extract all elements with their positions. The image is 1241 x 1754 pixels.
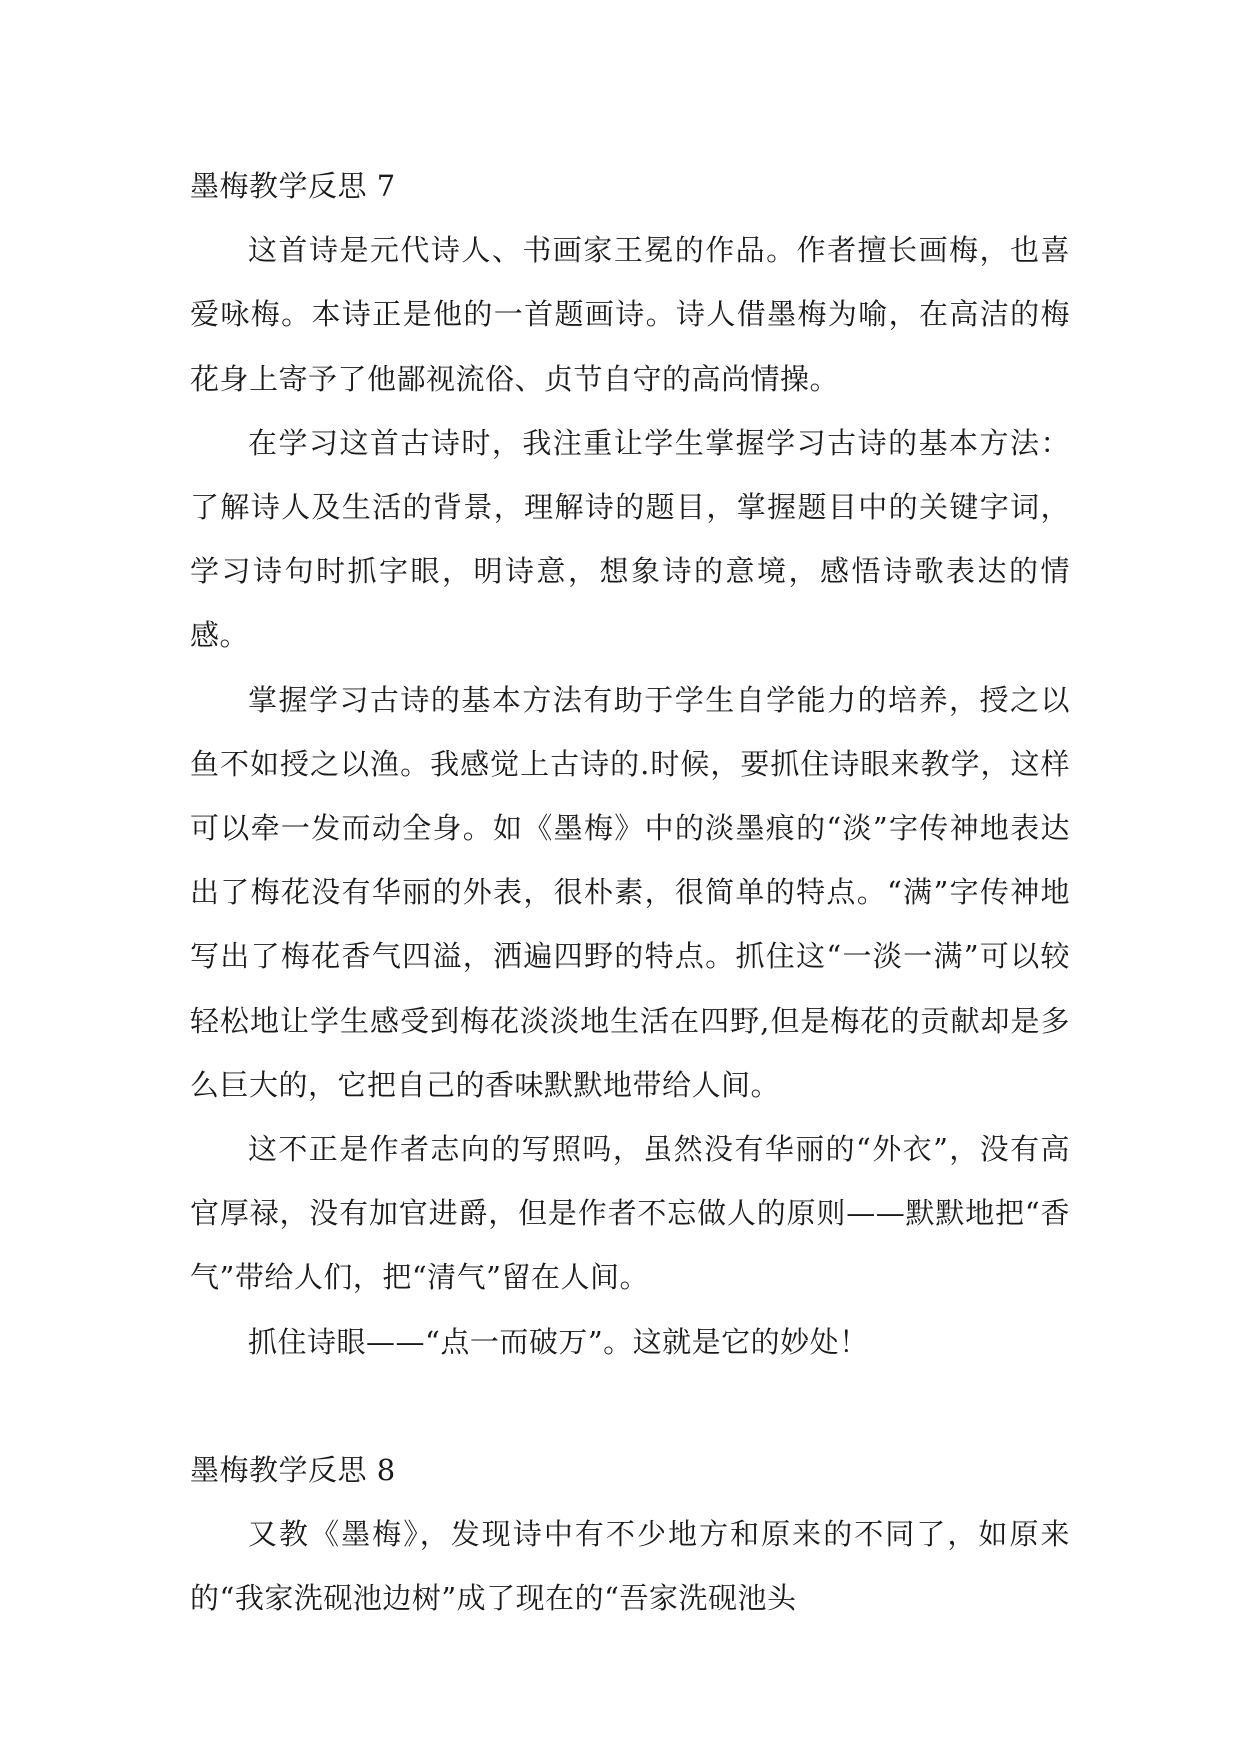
section-heading: 墨梅教学反思 7 xyxy=(190,169,396,203)
section-heading: 墨梅教学反思 8 xyxy=(190,1453,396,1488)
document-body xyxy=(190,154,1070,1631)
section-reflection-7 xyxy=(190,154,1070,1374)
paragraph: 这不正是作者志向的写照吗，虽然没有华丽的“外衣”，没有高官厚禄，没有加官进爵，但是作者不忘做人的原则——默默地把“香气”带给人们，把“清气”留在人间。 xyxy=(190,1132,1070,1295)
paragraph: 掌握学习古诗的基本方法有助于学生自学能力的培养，授之以鱼不如授之以渔。我感觉上古诗的.时候，要抓住诗眼来教学，这样可以牵一发而动全身。如《墨梅》中的淡墨痕的“淡”字传神地表达出了梅花没有华丽的外表，很朴素，很简单的特点。“满”字传神地写出了梅花香气四溢，洒遍四野的特点。抓住这“一淡一满”可以较轻松地让学生感受到梅花淡淡地生活在四野,但是梅花的贡献却是多么巨大的，它把自己的香味默默地带给人间。 xyxy=(190,682,1070,1102)
paragraph: 抓住诗眼——“点一而破万”。这就是它的妙处！ xyxy=(248,1324,869,1359)
paragraph: 在学习这首古诗时，我注重让学生掌握学习古诗的基本方法：了解诗人及生活的背景，理解诗的题目，掌握题目中的关键字词，学习诗句时抓字眼，明诗意，想象诗的意境，感悟诗歌表达的情感。 xyxy=(190,425,1070,653)
paragraph: 这首诗是元代诗人、书画家王冕的作品。作者擅长画梅，也喜爱咏梅。本诗正是他的一首题画诗。诗人借墨梅为喻，在高洁的梅花身上寄予了他鄙视流俗、贞节自守的高尚情操。 xyxy=(190,233,1070,396)
section-spacer xyxy=(190,1374,1070,1438)
paragraph: 又教《墨梅》，发现诗中有不少地方和原来的不同了，如原来的“我家洗砚池边树”成了现在的“吾家洗砚池头 xyxy=(190,1517,1070,1616)
section-reflection-8 xyxy=(190,1438,1070,1631)
